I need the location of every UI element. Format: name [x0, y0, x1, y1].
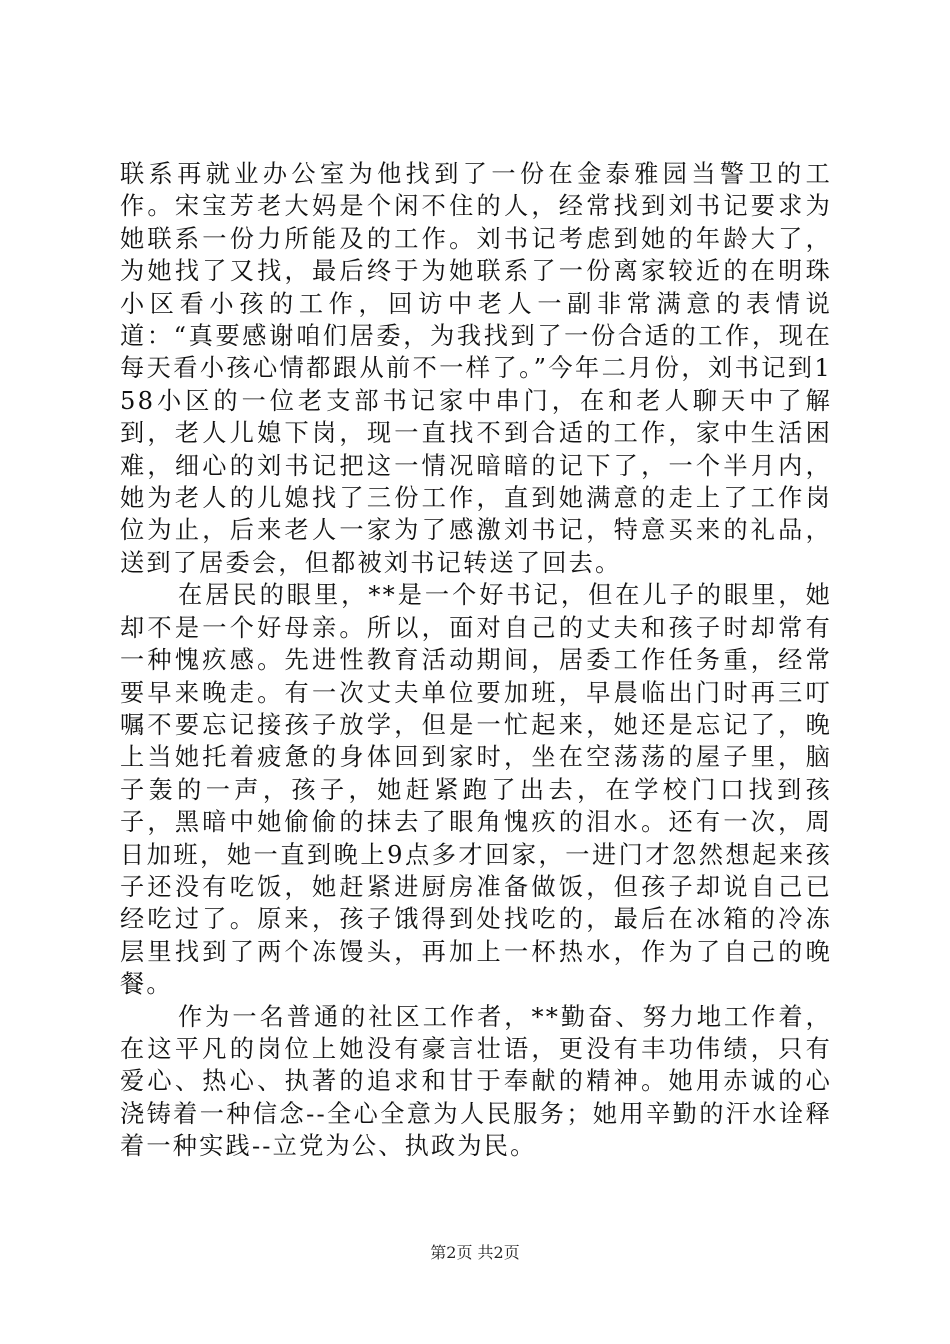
- paragraph-2: 在居民的眼里，**是一个好书记，但在儿子的眼里，她却不是一个好母亲。所以，面对自己的丈夫和孩子时却常有一种愧疚感。先进性教育活动期间，居委工作任务重，经常要早来晚走。有一次丈夫单位要加班，早晨临出门时再三叮嘱不要忘记接孩子放学，但是一忙起来，她还是忘记了，晚上当她托着疲惫的身体回到家时，坐在空荡荡的屋子里，脑子轰的一声，孩子，她赶紧跑了出去，在学校门口找到孩子，黑暗中她偷偷的抹去了眼角愧疚的泪水。还有一次，周日加班，她一直到晚上9点多才回家，一进门才忽然想起来孩子还没有吃饭，她赶紧进厨房准备做饭，但孩子却说自己已经吃过了。原来，孩子饿得到处找吃的，最后在冰箱的冷冻层里找到了两个冻馒头，再加上一杯热水，作为了自己的晚餐。: [120, 581, 832, 999]
- paragraph-3: 作为一名普通的社区工作者，**勤奋、努力地工作着，在这平凡的岗位上她没有豪言壮语，更没有丰功伟绩，只有爱心、热心、执著的追求和甘于奉献的精神。她用赤诚的心浇铸着一种信念--全心全意为人民服务；她用辛勤的汗水诠释着一种实践--立党为公、执政为民。: [120, 1002, 832, 1161]
- document-body: [120, 158, 832, 1163]
- page-footer: 第2页 共2页: [430, 1243, 520, 1262]
- paragraph-1: 联系再就业办公室为他找到了一份在金泰雅园当警卫的工作。宋宝芳老大妈是个闲不住的人，经常找到刘书记要求为她联系一份力所能及的工作。刘书记考虑到她的年龄大了，为她找了又找，最后终于为她联系了一份离家较近的在明珠小区看小孩的工作，回访中老人一副非常满意的表情说道：“真要感谢咱们居委，为我找到了一份合适的工作，现在每天看小孩心情都跟从前不一样了。”今年二月份，刘书记到158小区的一位老支部书记家中串门，在和老人聊天中了解到，老人儿媳下岗，现一直找不到合适的工作，家中生活困难，细心的刘书记把这一情况暗暗的记下了，一个半月内，她为老人的儿媳找了三份工作，直到她满意的走上了工作岗位为止，后来老人一家为了感激刘书记，特意买来的礼品，送到了居委会，但都被刘书记转送了回去。: [120, 160, 832, 577]
